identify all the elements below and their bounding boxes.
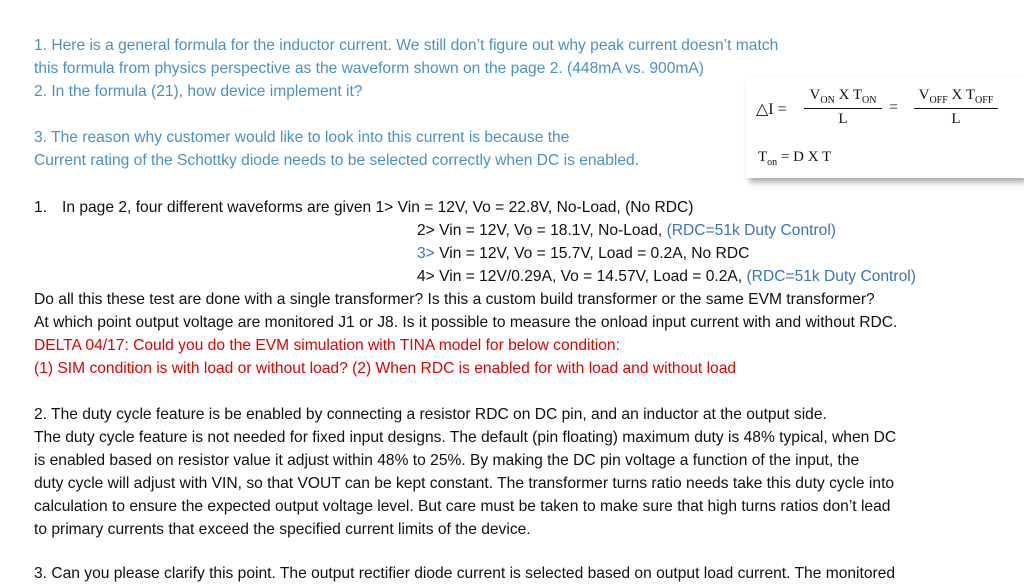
delta-i-label: △I = <box>756 101 787 118</box>
waveform-item-2: 2> Vin = 12V, Vo = 18.1V, No-Load, (RDC=51k Duty Control) <box>417 222 836 239</box>
section1-intro: 1. In page 2, four different waveforms are given 1> Vin = 12V, Vo = 22.8V, No-Load, (No RDC) <box>34 199 694 216</box>
waveform-item-3: 3> Vin = 12V, Vo = 15.7V, Load = 0.2A, No RDC <box>417 245 750 262</box>
on-fraction: $V_{ON}$ X $T_{ON}$ L <box>804 87 882 128</box>
delta-note-1: DELTA 04/17: Could you do the EVM simulation with TINA model for below condition: <box>34 337 620 354</box>
note-line-3: 2. In the formula (21), how device implement it? <box>34 83 363 100</box>
inductor-formula-box <box>746 77 1024 178</box>
note-line-1: 1. Here is a general formula for the inductor current. We still don’t figure out why peak current doesn’t match <box>34 37 779 54</box>
section2-line-2: The duty cycle feature is not needed for fixed input designs. The default (pin floating) maximum duty is 48% typical, when DC <box>34 429 897 446</box>
question-2: At which point output voltage are monitored J1 or J8. Is it possible to measure the onload input current with and without RDC. <box>34 314 898 331</box>
equals-sign: = <box>889 99 899 116</box>
question-1: Do all this these test are done with a single transformer? Is this a custom build transformer or the same EVM transformer? <box>34 291 875 308</box>
delta-note-2: (1) SIM condition is with load or without load? (2) When RDC is enabled for with load and without load <box>34 360 737 377</box>
note-line-5: Current rating of the Schottky diode needs to be selected correctly when DC is enabled. <box>34 152 640 169</box>
waveform-item-4: 4> Vin = 12V/0.29A, Vo = 14.57V, Load = 0.2A, (RDC=51k Duty Control) <box>417 268 916 285</box>
note-line-4: 3. The reason why customer would like to look into this current is because the <box>34 129 570 146</box>
section2-line-4: duty cycle will adjust with VIN, so that VOUT can be kept constant. The transformer turns ratio needs take this duty cycle into <box>34 475 895 492</box>
note-line-2: this formula from physics perspective as the waveform shown on the page 2. (448mA vs. 900mA) <box>34 60 704 77</box>
section2-line-1: 2. The duty cycle feature is be enabled by connecting a resistor RDC on DC pin, and an inductor at the output side. <box>34 406 827 423</box>
section3-partial-line: 3. Can you please clarify this point. The output rectifier diode current is selected based on output load current. The monitored <box>34 565 896 582</box>
section2-line-6: to primary currents that exceed the specified current limits of the device. <box>34 521 531 538</box>
off-fraction: $V_{OFF}$ X $T_{OFF}$ L <box>914 87 998 128</box>
section2-line-3: is enabled based on resistor value it adjust within 48% to 25%. By making the DC pin voltage a function of the input, the <box>34 452 860 469</box>
section2-line-5: calculation to ensure the expected output voltage level. But care must be taken to make sure that high turns ratios don’t lead <box>34 498 891 515</box>
ton-formula: $T_{on} = D$ X T <box>758 149 832 168</box>
